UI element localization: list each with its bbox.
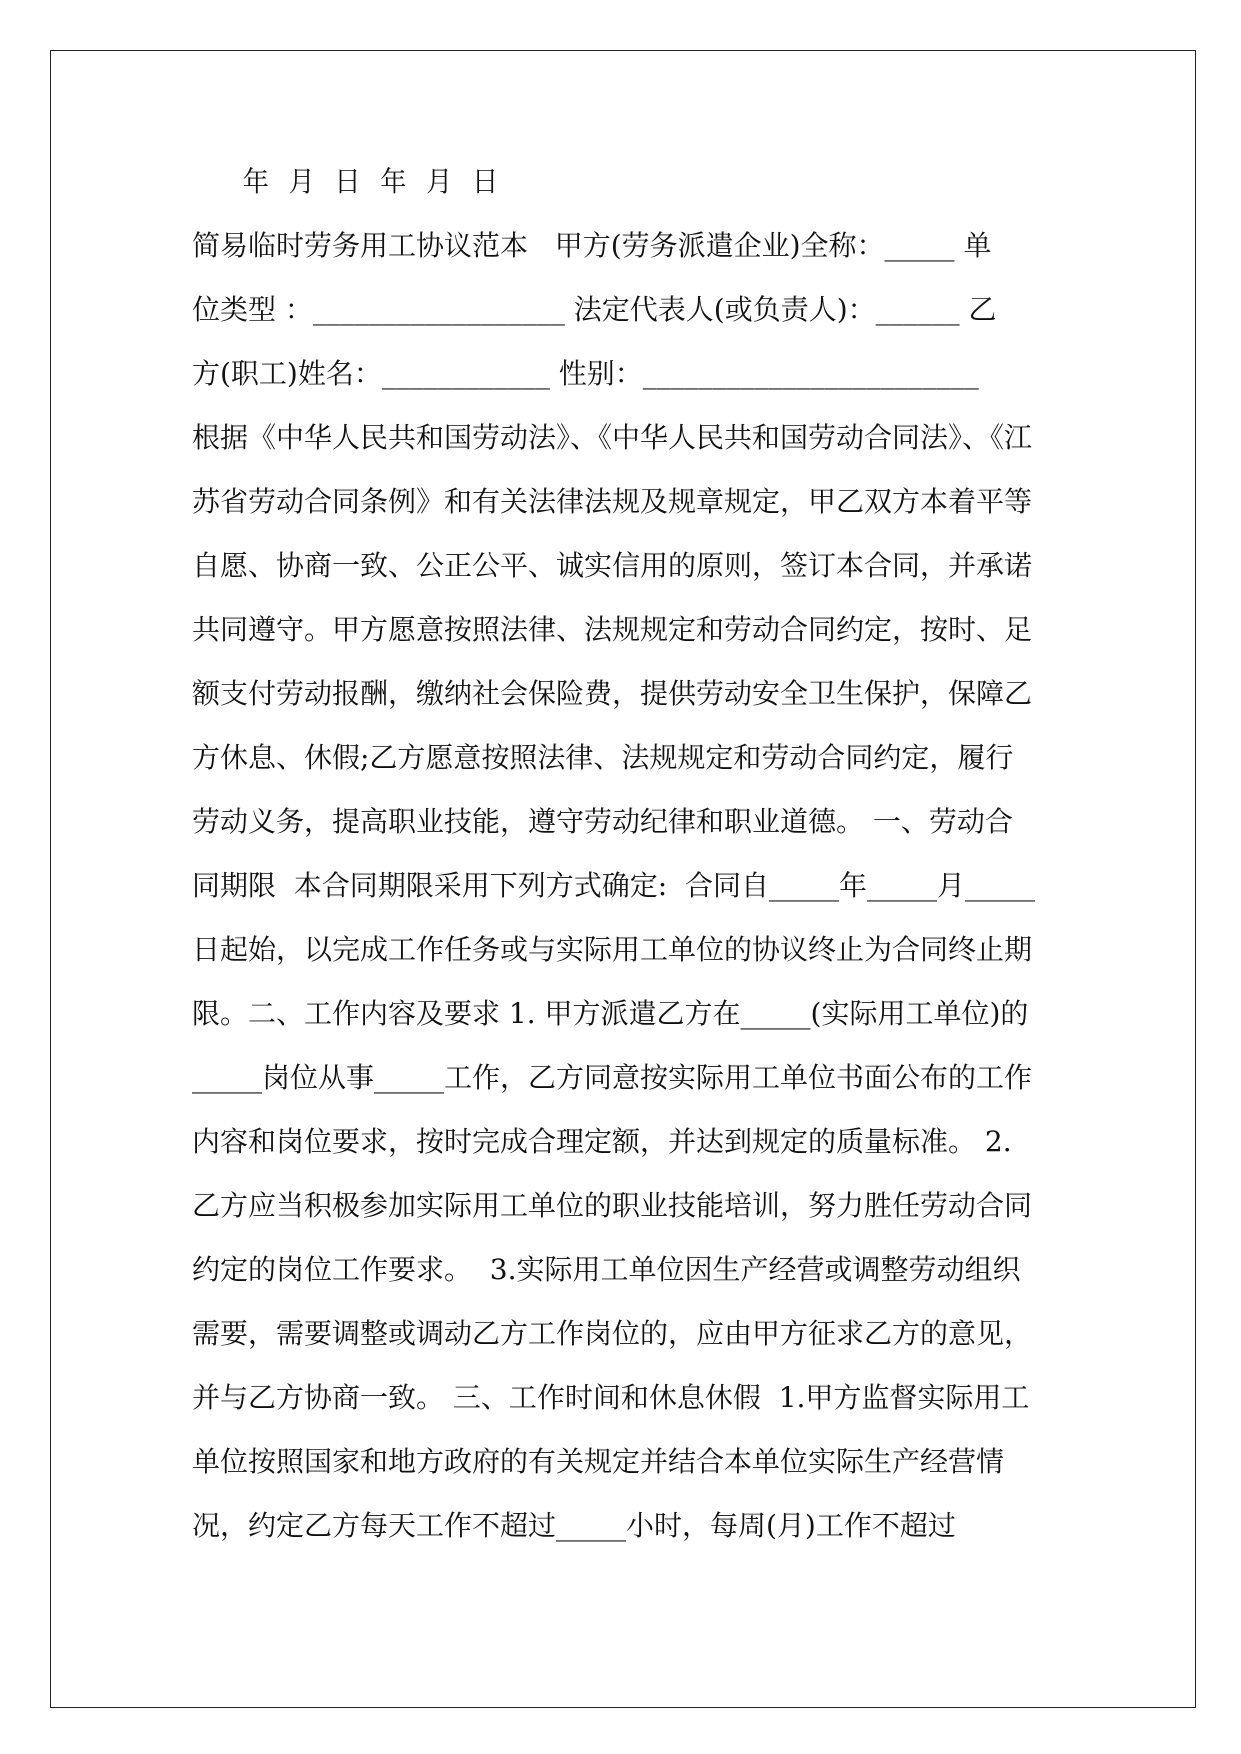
text-line: 况，约定乙方每天工作不超过_____小时，每周(月)工作不超过 [192,1509,956,1542]
text-line: 苏省劳动合同条例》和有关法律法规及规章规定，甲乙双方本着平等 [192,485,1033,518]
text-line: 劳动义务，提高职业技能，遵守劳动纪律和职业道德。 一、劳动合 [192,805,1013,838]
text-line: 日起始，以完成工作任务或与实际用工单位的协议终止为合同终止期 [192,933,1033,966]
text-line: 额支付劳动报酬，缴纳社会保险费，提供劳动安全卫生保护，保障乙 [192,677,1033,710]
text-line: 同期限 本合同期限采用下列方式确定: 合同自_____年_____月_____ [192,869,1036,902]
text-line: 位类型 ：__________________ 法定代表人(或负责人)：______ 乙 [192,293,997,326]
text-line: 乙方应当积极参加实际用工单位的职业技能培训，努力胜任劳动合同 [192,1189,1033,1222]
text-line: 简易临时劳务用工协议范本 甲方(劳务派遣企业)全称：_____ 单 [192,229,992,262]
text-line: 需要，需要调整或调动乙方工作岗位的，应由甲方征求乙方的意见， [192,1317,1033,1350]
text-line: 约定的岗位工作要求。 3.实际用工单位因生产经营或调整劳动组织 [192,1253,1021,1286]
text-line: 方(职工)姓名：____________ 性别：________________________ [192,357,979,390]
text-line: 限。二、工作内容及要求 1. 甲方派遣乙方在_____(实际用工单位)的 [192,997,1029,1030]
text-line: 并与乙方协商一致。 三、工作时间和休息休假 1.甲方监督实际用工 [192,1381,1030,1414]
text-line: 自愿、协商一致、公正公平、诚实信用的原则，签订本合同，并承诺 [192,549,1033,582]
text-line: 内容和岗位要求，按时完成合理定额，并达到规定的质量标准。 2. [192,1125,1012,1158]
text-line: 方休息、休假;乙方愿意按照法律、法规规定和劳动合同约定，履行 [192,741,1014,774]
text-line: _____岗位从事_____工作，乙方同意按实际用工单位书面公布的工作 [192,1061,1033,1094]
document-body [192,150,1062,1558]
text-line: 单位按照国家和地方政府的有关规定并结合本单位实际生产经营情 [192,1445,1005,1478]
date-line: 年 月 日 年 月 日 [242,165,504,198]
text-line: 共同遵守。甲方愿意按照法律、法规规定和劳动合同约定，按时、足 [192,613,1033,646]
text-line: 根据《中华人民共和国劳动法》、《中华人民共和国劳动合同法》、《江 [192,421,1033,454]
